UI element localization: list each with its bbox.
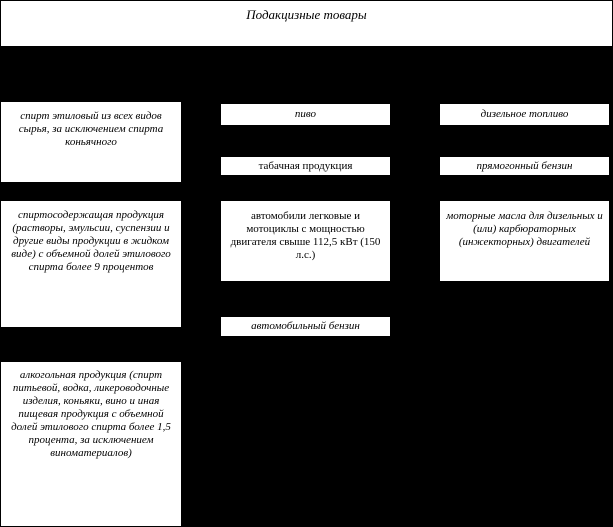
box-alcoholic-products: алкогольная продукция (спирт питьевой, водка, ликероводочные изделия, коньяки, вино и иная пищевая продукция с объемной долей этилового спирта более 1,5 процента, за исключением виноматериалов) [0, 361, 182, 527]
box-tobacco-products: табачная продукция [220, 156, 391, 176]
box-ethyl-alcohol: спирт этиловый из всех видов сырья, за исключением спирта коньячного [0, 101, 182, 183]
box-cars-motorcycles: автомобили легковые и мотоциклы с мощностью двигателя свыше 112,5 кВт (150 л.с.) [220, 200, 391, 282]
diagram-title: Подакцизные товары [0, 0, 613, 47]
box-automobile-petrol: автомобильный бензин [220, 316, 391, 337]
box-straight-run-gasoline: прямогонный бензин [439, 156, 610, 176]
box-motor-oils: моторные масла для дизельных и (или) карбюраторных (инжекторных) двигателей [439, 200, 610, 282]
box-diesel-fuel: дизельное топливо [439, 103, 610, 126]
box-alcohol-containing-products: спиртосодержащая продукция (растворы, эмульсии, суспензии и другие виды продукции в жидком виде) с объемной долей этилового спирта более 9 процентов [0, 200, 182, 328]
box-beer: пиво [220, 103, 391, 126]
